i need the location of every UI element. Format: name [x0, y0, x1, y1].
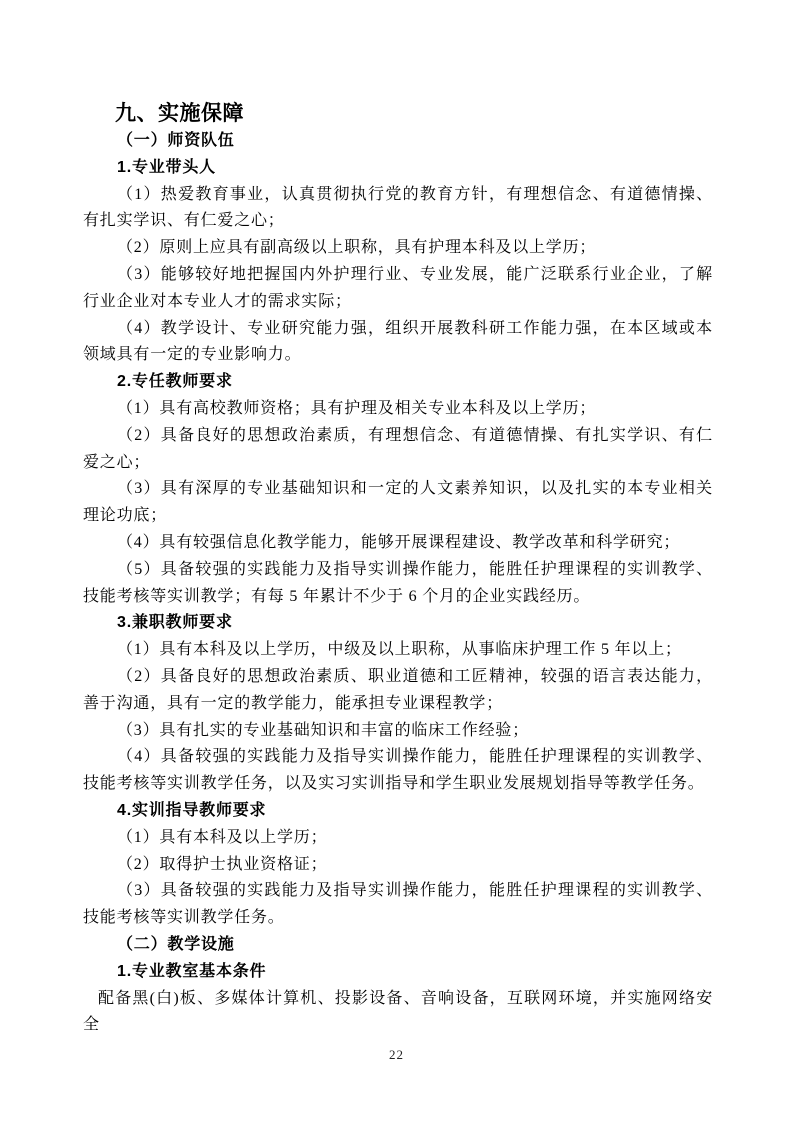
subsection-heading: （二）教学设施	[117, 935, 235, 953]
paragraph: （2）原则上应具有副高级以上职称，具有护理本科及以上学历；	[117, 239, 597, 257]
paragraph: （2）具备良好的思想政治素质，有理想信念、有道德情操、有扎实学识、有仁爱之心；	[83, 426, 713, 471]
paragraph: （4）具备较强的实践能力及指导实训操作能力，能胜任护理课程的实训教学、技能考核等实训教学任务，以及实习实训指导和学生职业发展规划指导等教学任务。	[83, 748, 713, 793]
subsection-heading: （一）师资队伍	[117, 132, 235, 149]
paragraph: （4）教学设计、专业研究能力强，组织开展教科研工作能力强，在本区域或本领域具有一定的专业影响力。	[83, 319, 713, 364]
paragraph: （1）具有本科及以上学历；	[117, 828, 328, 846]
paragraph: （5）具备较强的实践能力及指导实训操作能力，能胜任护理课程的实训教学、技能考核等实训教学；有每 5 年累计不少于 6 个月的企业实践经历。	[83, 560, 713, 605]
item-heading: 2.专任教师要求	[117, 373, 233, 391]
paragraph: （3）具备较强的实践能力及指导实训操作能力，能胜任护理课程的实训教学、技能考核等实训教学任务。	[83, 882, 713, 927]
page-number: 22	[389, 1047, 404, 1062]
item-heading: 1.专业带头人	[117, 158, 216, 176]
paragraph: （3）具有扎实的专业基础知识和丰富的临床工作经验；	[117, 721, 530, 739]
paragraph: （2）取得护士执业资格证；	[117, 855, 328, 873]
page-footer	[0, 1046, 793, 1064]
paragraph: 配备黑(白)板、多媒体计算机、投影设备、音响设备，互联网环境，并实施网络安全	[83, 989, 713, 1034]
paragraph: （3）具有深厚的专业基础知识和一定的人文素养知识，以及扎实的本专业相关理论功底；	[83, 480, 713, 525]
document-body	[83, 100, 713, 1039]
item-heading: 3.兼职教师要求	[117, 614, 233, 632]
section-heading: 九、实施保障	[115, 102, 244, 125]
paragraph: （1）热爱教育事业，认真贯彻执行党的教育方针，有理想信念、有道德情操、有扎实学识、有仁爱之心；	[83, 185, 713, 230]
item-heading: 4.实训指导教师要求	[117, 801, 267, 819]
paragraph: （4）具有较强信息化教学能力，能够开展课程建设、教学改革和科学研究；	[117, 533, 681, 551]
item-heading: 1.专业教室基本条件	[117, 962, 267, 980]
paragraph: （1）具有高校教师资格；具有护理及相关专业本科及以上学历；	[117, 399, 597, 417]
paragraph: （1）具有本科及以上学历，中级及以上职称，从事临床护理工作 5 年以上；	[117, 641, 682, 659]
paragraph: （3）能够较好地把握国内外护理行业、专业发展，能广泛联系行业企业，了解行业企业对本专业人才的需求实际；	[83, 265, 713, 310]
paragraph: （2）具备良好的思想政治素质、职业道德和工匠精神，较强的语言表达能力，善于沟通，具有一定的教学能力，能承担专业课程教学；	[83, 667, 713, 712]
